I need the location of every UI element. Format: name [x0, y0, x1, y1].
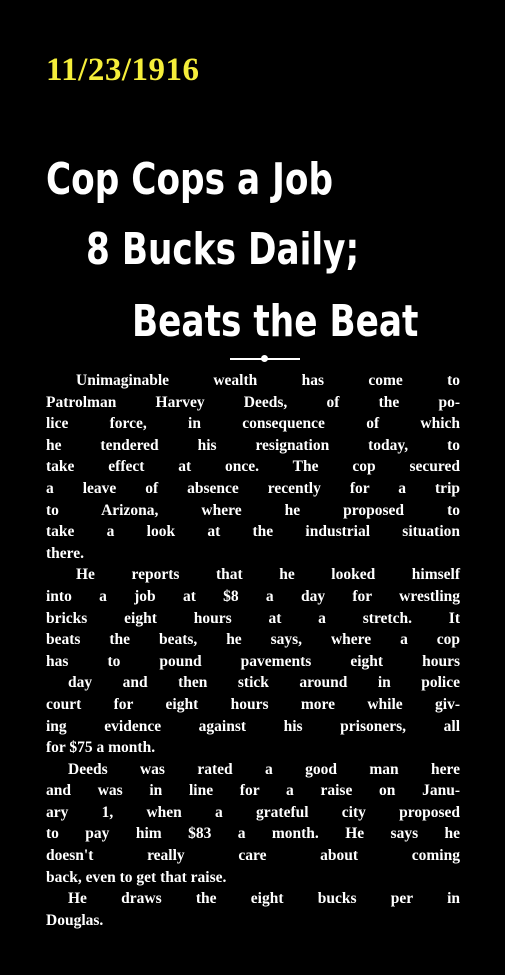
- article-line: a leave of absence recently for a trip: [46, 479, 460, 497]
- date-stamp: 11/23/1916: [46, 52, 200, 88]
- article-line: has to pound pavements eight hours: [46, 652, 460, 670]
- article-line: take a look at the industrial situation: [46, 523, 460, 541]
- article-line: for $75 a month.: [46, 739, 156, 757]
- article-line: lice force, in consequence of which: [46, 415, 460, 433]
- article-line: back, even to get that raise.: [46, 868, 227, 886]
- article-line: He draws the eight bucks per in: [68, 890, 460, 908]
- headline-line-1: Cop Cops a Job: [46, 154, 334, 205]
- article-line: He reports that he looked himself: [76, 566, 460, 584]
- article-line: he tendered his resignation today, to: [46, 436, 460, 454]
- article-line: court for eight hours more while giv-: [46, 695, 460, 713]
- article-line: Patrolman Harvey Deeds, of the po-: [46, 393, 460, 411]
- article-line: into a job at $8 a day for wrestling: [46, 587, 460, 605]
- article-line: bricks eight hours at a stretch. It: [46, 609, 460, 627]
- headline-line-2: 8 Bucks Daily;: [86, 224, 360, 275]
- article-line: Unimaginable wealth has come to: [76, 372, 460, 389]
- article-line: day and then stick around in police: [68, 674, 460, 692]
- article-body: [46, 370, 460, 931]
- article-line: beats the beats, he says, where a cop: [46, 631, 460, 649]
- article-line: there.: [46, 544, 85, 562]
- article-line: doesn't really care about coming: [46, 847, 460, 865]
- divider-ornament: [261, 355, 268, 362]
- article-line: ing evidence against his prisoners, all: [46, 717, 460, 735]
- article-line: take effect at once. The cop secured: [46, 458, 460, 476]
- headline-line-3: Beats the Beat: [132, 296, 419, 347]
- article-line: and was in line for a raise on Janu-: [46, 782, 460, 800]
- article-line: ary 1, when a grateful city proposed: [46, 803, 460, 821]
- article-line: to Arizona, where he proposed to: [46, 501, 460, 519]
- article-line: to pay him $83 a month. He says he: [46, 825, 460, 843]
- article-line: Douglas.: [46, 911, 104, 929]
- article-line: Deeds was rated a good man here: [68, 760, 460, 778]
